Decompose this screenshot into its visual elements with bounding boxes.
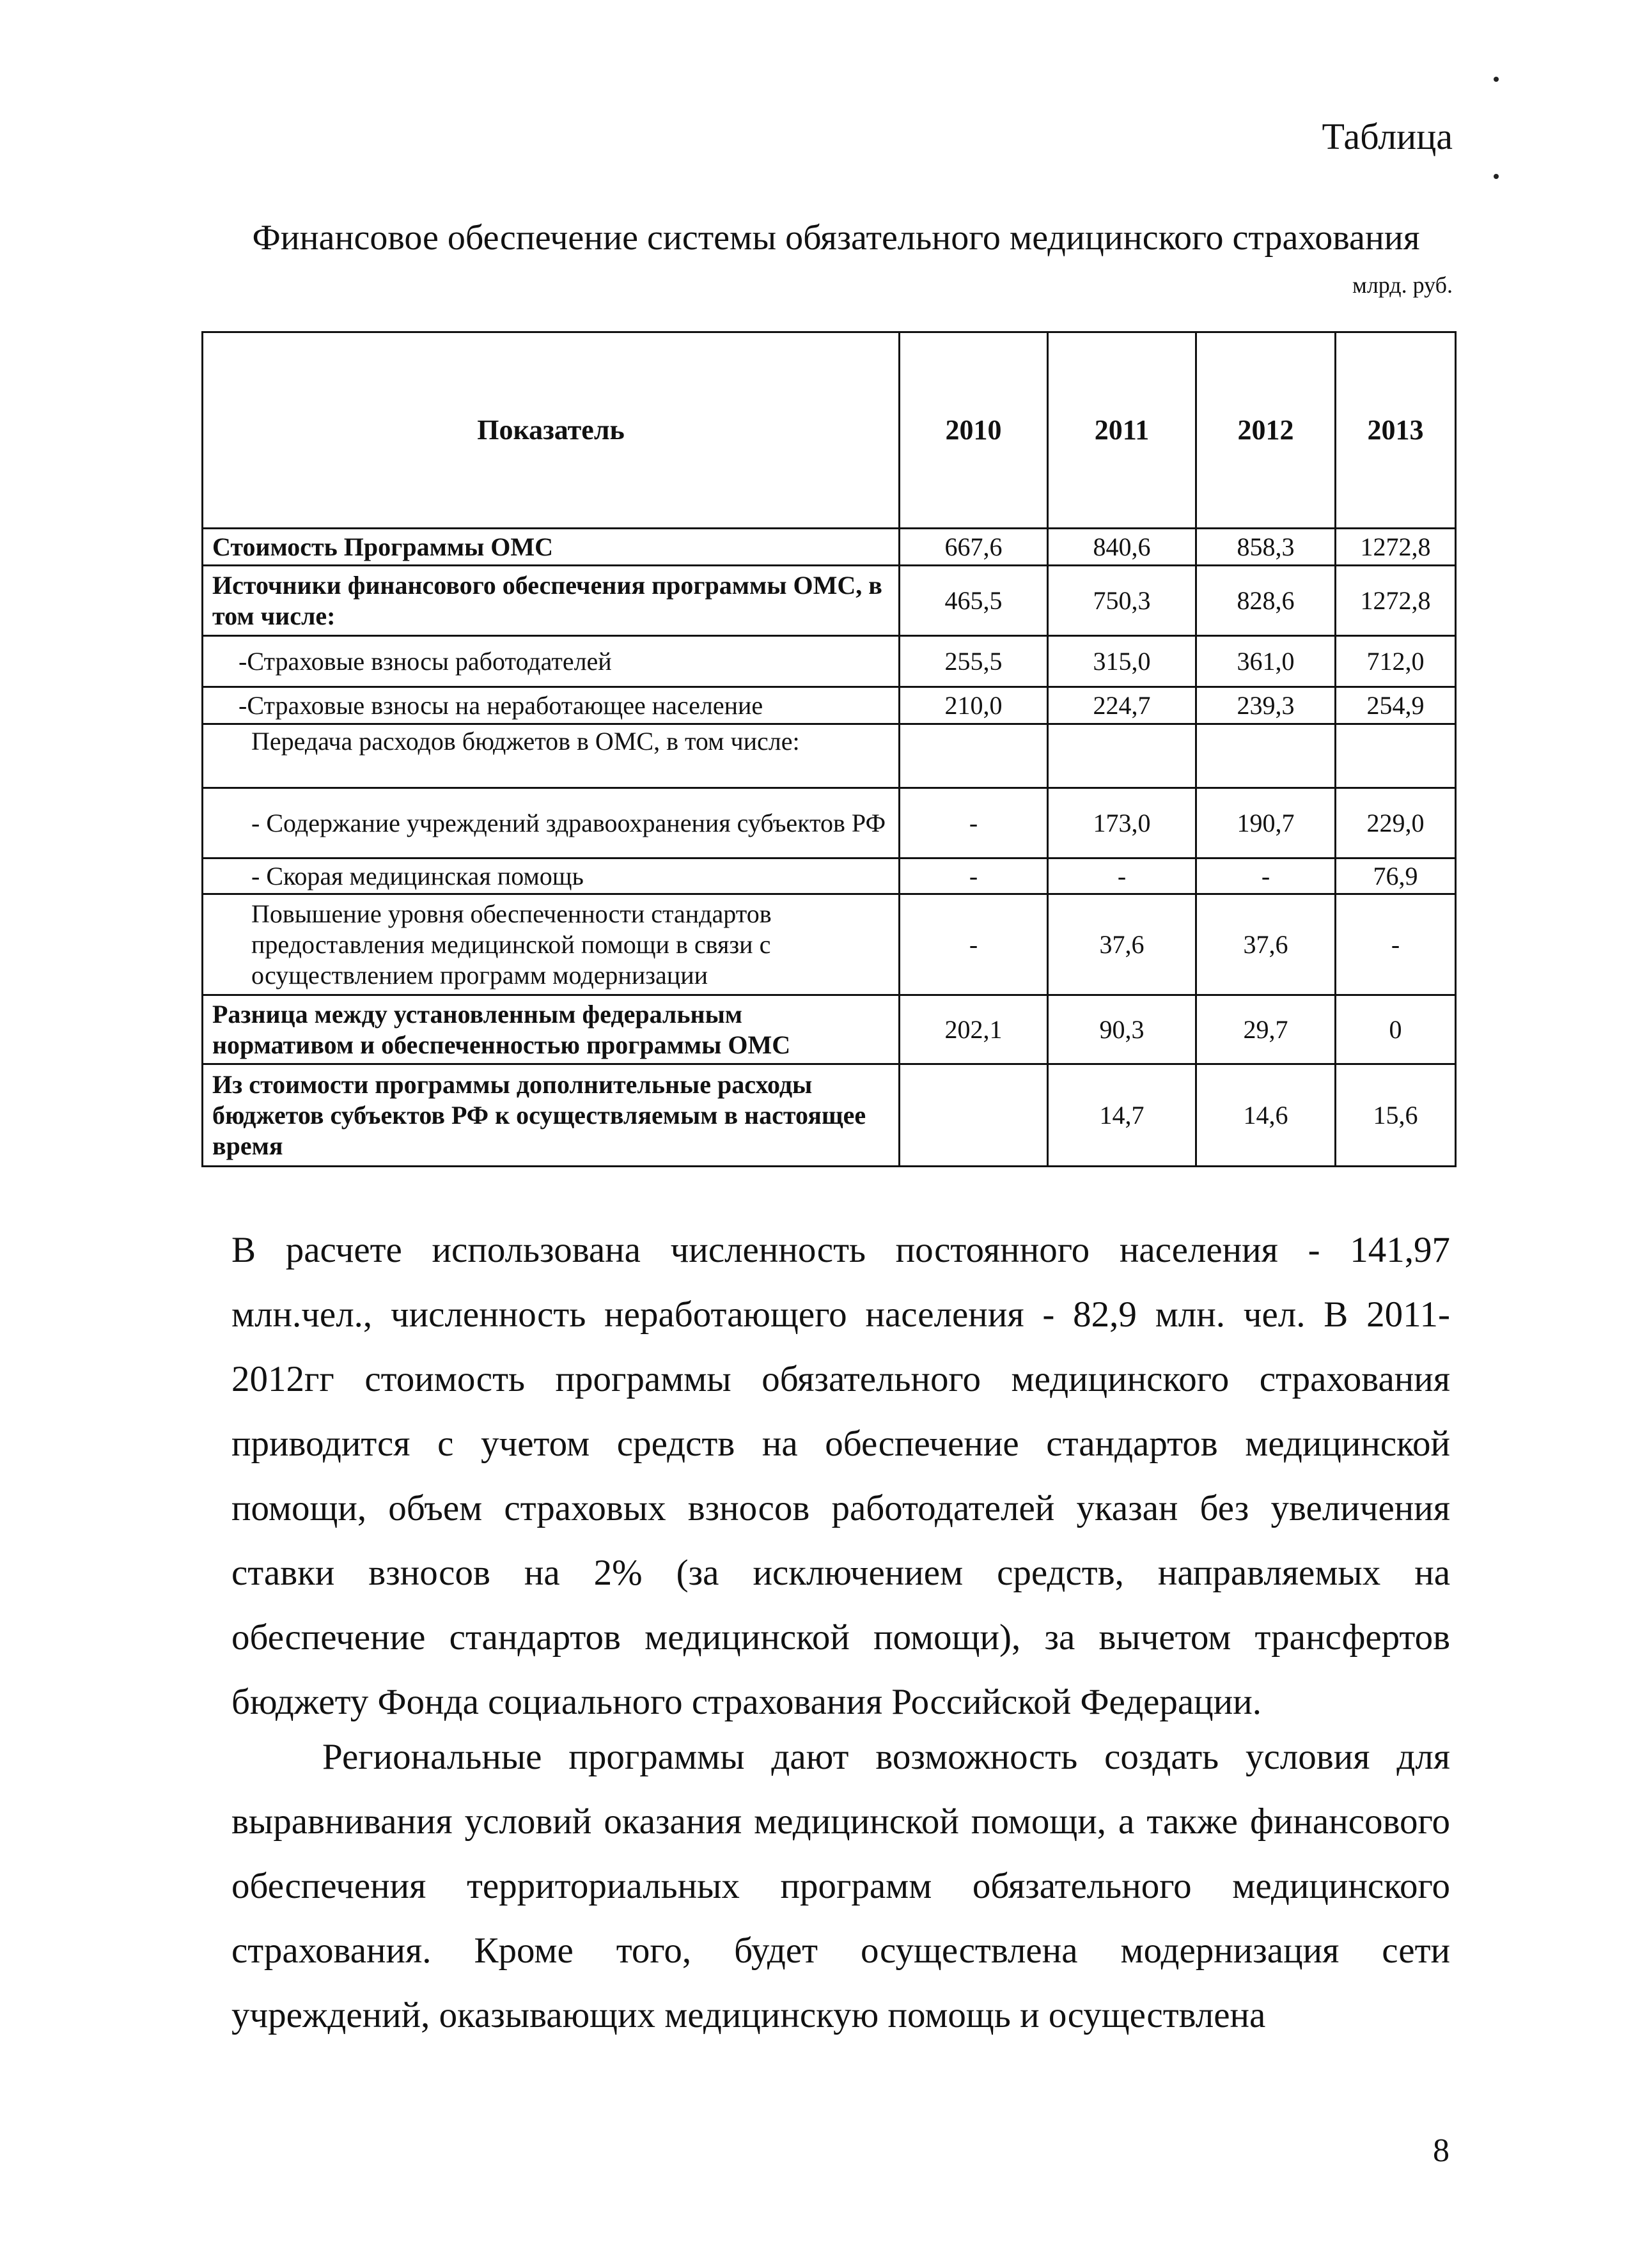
row-label: -Страховые взносы на неработающее население	[203, 687, 900, 724]
table-row	[203, 687, 1456, 724]
table-row	[203, 995, 1456, 1064]
cell-value: 90,3	[1048, 995, 1196, 1064]
cell-value: 15,6	[1336, 1064, 1456, 1167]
table-row	[203, 566, 1456, 636]
column-header: Показатель	[203, 332, 900, 529]
cell-value	[1336, 724, 1456, 788]
cell-value: 190,7	[1196, 788, 1336, 858]
cell-value: 173,0	[1048, 788, 1196, 858]
cell-value: -	[1336, 894, 1456, 995]
cell-value: 750,3	[1048, 566, 1196, 636]
scan-dot	[1494, 77, 1499, 82]
row-label: Источники финансового обеспечения программы ОМС, в том числе:	[203, 566, 900, 636]
cell-value: 210,0	[900, 687, 1048, 724]
table-title: Финансовое обеспечение системы обязательного медицинского страхования	[252, 218, 1420, 258]
financing-table	[201, 331, 1457, 1167]
row-label: Передача расходов бюджетов в ОМС, в том числе:	[203, 724, 900, 788]
cell-value	[900, 724, 1048, 788]
cell-value: 239,3	[1196, 687, 1336, 724]
row-label: Стоимость Программы ОМС	[203, 529, 900, 566]
table-header-row	[203, 332, 1456, 529]
cell-value: 254,9	[1336, 687, 1456, 724]
table-row	[203, 724, 1456, 788]
cell-value: 712,0	[1336, 636, 1456, 687]
row-label: - Содержание учреждений здравоохранения субъектов РФ	[203, 788, 900, 858]
cell-value: 29,7	[1196, 995, 1336, 1064]
cell-value: 858,3	[1196, 529, 1336, 566]
table-label: Таблица	[1322, 116, 1453, 157]
table-row	[203, 1064, 1456, 1167]
cell-value: 828,6	[1196, 566, 1336, 636]
cell-value: 37,6	[1048, 894, 1196, 995]
column-header: 2013	[1336, 332, 1456, 529]
cell-value: 840,6	[1048, 529, 1196, 566]
table-row	[203, 529, 1456, 566]
row-label: Разница между установленным федеральным нормативом и обеспеченностью программы ОМС	[203, 995, 900, 1064]
cell-value	[900, 1064, 1048, 1167]
cell-value	[1048, 724, 1196, 788]
units-note: млрд. руб.	[1352, 272, 1453, 298]
table-row	[203, 858, 1456, 894]
cell-value: 76,9	[1336, 858, 1456, 894]
cell-value: 37,6	[1196, 894, 1336, 995]
table-row	[203, 636, 1456, 687]
column-header: 2011	[1048, 332, 1196, 529]
row-label: -Страховые взносы работодателей	[203, 636, 900, 687]
cell-value: 229,0	[1336, 788, 1456, 858]
cell-value: 202,1	[900, 995, 1048, 1064]
row-label: Из стоимости программы дополнительные расходы бюджетов субъектов РФ к осуществляемым в настоящее время	[203, 1064, 900, 1167]
row-label: Повышение уровня обеспеченности стандартов предоставления медицинской помощи в связи с осуществлением программ модернизации	[203, 894, 900, 995]
cell-value: 667,6	[900, 529, 1048, 566]
cell-value: 361,0	[1196, 636, 1336, 687]
table-row	[203, 788, 1456, 858]
cell-value: -	[1048, 858, 1196, 894]
column-header: 2010	[900, 332, 1048, 529]
cell-value: 224,7	[1048, 687, 1196, 724]
cell-value	[1196, 724, 1336, 788]
page-number: 8	[1433, 2132, 1449, 2169]
cell-value: 0	[1336, 995, 1456, 1064]
scan-dot	[1494, 174, 1499, 179]
cell-value: 14,7	[1048, 1064, 1196, 1167]
cell-value: 465,5	[900, 566, 1048, 636]
body-paragraph: В расчете использована численность постоянного населения - 141,97 млн.чел., численность неработающего населения - 82,9 млн. чел. В 2011-2012гг стоимость программы обязательного медицинского страхования приводится с учетом средств на обеспечение стандартов медицинской помощи, объем страховых взносов работодателей указан без увеличения ставки взносов на 2% (за исключением средств, направляемых на обеспечение стандартов медицинской помощи), за вычетом трансфертов бюджету Фонда социального страхования Российской Федерации.	[231, 1230, 1450, 1722]
cell-value: 255,5	[900, 636, 1048, 687]
cell-value: -	[900, 788, 1048, 858]
cell-value: -	[1196, 858, 1336, 894]
cell-value: 1272,8	[1336, 566, 1456, 636]
cell-value: -	[900, 858, 1048, 894]
row-label: - Скорая медицинская помощь	[203, 858, 900, 894]
cell-value: 315,0	[1048, 636, 1196, 687]
cell-value: 14,6	[1196, 1064, 1336, 1167]
body-paragraph: Региональные программы дают возможность создать условия для выравнивания условий оказания медицинской помощи, а также финансового обеспечения территориальных программ обязательного медицинского страхования. Кроме того, будет осуществлена модернизация сети учреждений, оказывающих медицинскую помощь и осуществлена	[231, 1737, 1450, 2035]
column-header: 2012	[1196, 332, 1336, 529]
table-row	[203, 894, 1456, 995]
cell-value: 1272,8	[1336, 529, 1456, 566]
cell-value: -	[900, 894, 1048, 995]
